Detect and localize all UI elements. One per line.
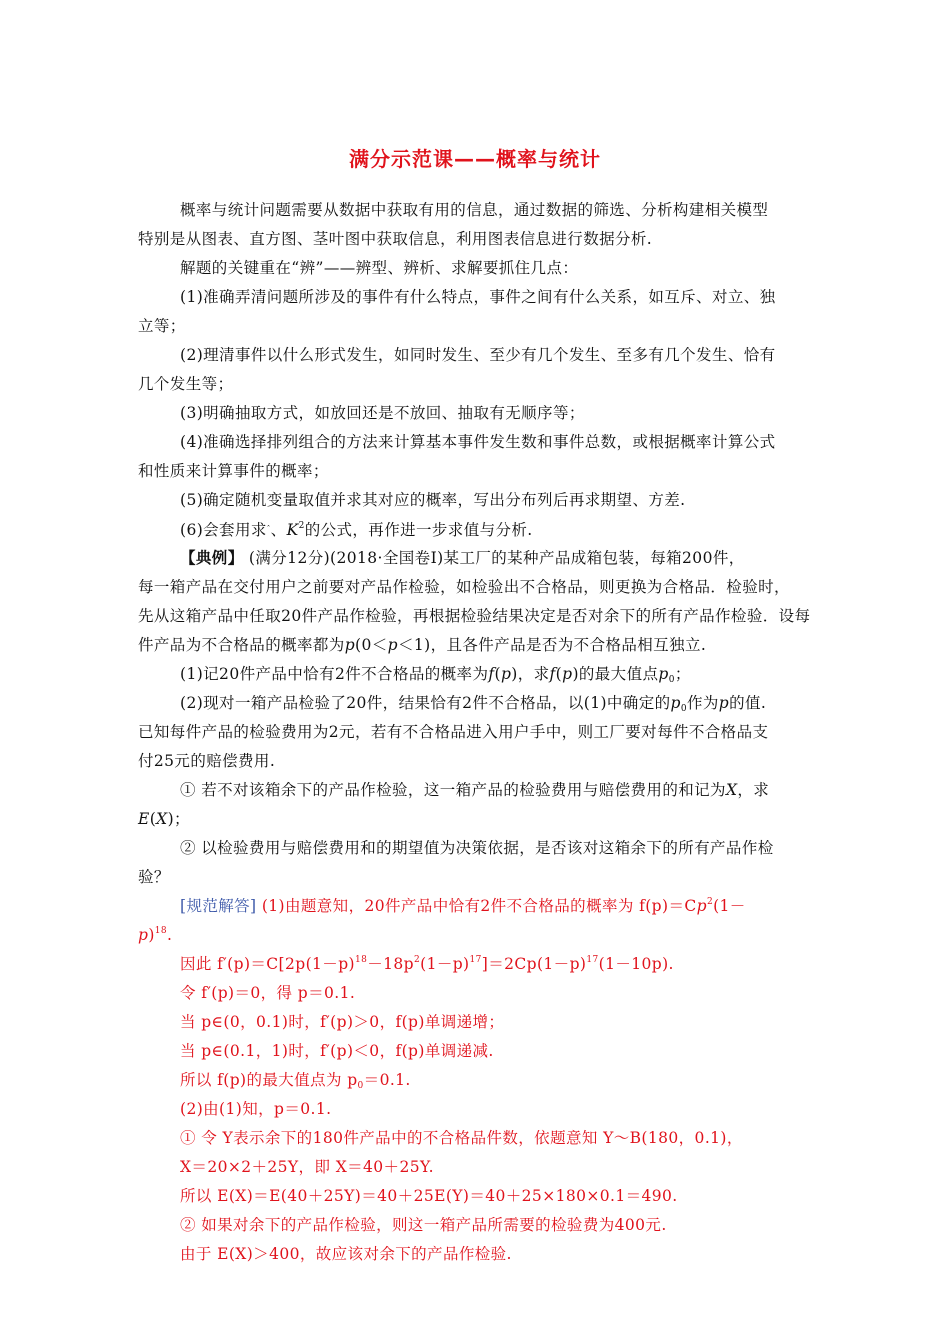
text: (1－p) <box>420 955 470 973</box>
text: ＜1)，且各件产品是否为不合格品相互独立. <box>397 636 707 654</box>
solution-line <box>180 896 746 916</box>
text: ； <box>674 665 691 683</box>
var-e: E <box>138 810 150 828</box>
var-x: X <box>725 781 738 799</box>
subscript: 0 <box>668 675 675 685</box>
question-1 <box>180 664 691 684</box>
point-3: (3)明确抽取方式，如放回还是不放回、抽取有无顺序等； <box>180 404 585 422</box>
text: 件产品为不合格品的概率都为 <box>138 636 345 654</box>
solution-tag: [规范解答] <box>180 897 257 915</box>
question-2-cont: 已知每件产品的检验费用为2元，若有不合格品进入用户手中，则工厂要对每件不合格品支 <box>138 723 769 741</box>
superscript: 18 <box>154 926 168 936</box>
page-title: 满分示范课——概率与统计 <box>349 147 601 171</box>
text: )的最大值点 <box>572 665 659 683</box>
text: (1)由题意知，20件产品中恰有2件不合格品的概率为 f(p)＝C <box>256 897 697 915</box>
superscript: 2 <box>413 955 421 965</box>
text: )，求 <box>511 665 550 683</box>
point-6-text: (6)会套用求 <box>180 521 267 539</box>
text: (2)现对一箱产品检验了20件，结果恰有2件不合格品，以(1)中确定的 <box>180 694 671 712</box>
sub-question-1 <box>180 780 769 800</box>
example-line: 先从这箱产品中任取20件产品作检验，再根据检验结果决定是否对余下的所有产品作检验．设每 <box>138 607 811 625</box>
solution-line: (2)由(1)知，p＝0.1. <box>180 1100 332 1118</box>
k-symbol: K <box>286 521 299 539</box>
solution-line <box>180 1070 411 1090</box>
subscript: 0 <box>357 1081 364 1091</box>
point-1-cont: 立等； <box>138 317 186 335</box>
solution-line: X＝20×2＋25Y，即 X＝40＋25Y. <box>180 1158 434 1176</box>
var-f: f <box>549 665 556 683</box>
var-x: X <box>156 810 168 828</box>
text: 的值. <box>729 694 767 712</box>
point-4-cont: 和性质来计算事件的概率； <box>138 462 329 480</box>
example-line <box>180 548 745 568</box>
subscript: 0 <box>680 704 687 714</box>
point-6: (6)会套用求$^ˆ$、$K^2$的公式，再作进一步求值与分析. <box>180 521 533 539</box>
text: ＝0.1. <box>363 1071 411 1089</box>
tiny-mark: ˆ <box>266 525 271 533</box>
text: (1－ <box>713 897 746 915</box>
var-p: p <box>387 636 398 654</box>
var-p: p <box>718 694 730 712</box>
text: ) <box>148 926 155 944</box>
text: )； <box>167 810 190 828</box>
solution-line <box>138 925 172 945</box>
point-5: (5)确定随机变量取值并求其对应的概率，写出分布列后再求期望、方差. <box>180 491 686 509</box>
superscript: 17 <box>469 955 482 965</box>
sub-question-2: ② 以检验费用与赔偿费用和的期望值为决策依据，是否该对这箱余下的所有产品作检 <box>180 839 774 857</box>
intro-line: 特别是从图表、直方图、茎叶图中获取信息，利用图表信息进行数据分析. <box>138 230 653 248</box>
question-2 <box>180 693 766 713</box>
text: ，求 <box>737 781 770 799</box>
text: ( <box>149 810 157 828</box>
point-2-cont: 几个发生等； <box>138 375 234 393</box>
question-2-cont: 付25元的赔偿费用. <box>138 752 276 770</box>
point-1: (1)准确弄清问题所涉及的事件有什么特点，事件之间有什么关系，如互斥、对立、独 <box>180 288 776 306</box>
solution-line: ① 令 Y表示余下的180件产品中的不合格品件数，依题意知 Y～B(180，0.1)， <box>180 1129 743 1147</box>
text: ( <box>494 665 501 683</box>
superscript: 2 <box>706 897 714 907</box>
solution-line: 当 p∈(0，0.1)时，f′(p)＞0，f(p)单调递增； <box>180 1013 505 1031</box>
solution-line: 当 p∈(0.1，1)时，f′(p)＜0，f(p)单调递减. <box>180 1042 494 1060</box>
example-text: (满分12分)(2018·全国卷Ⅰ)某工厂的某种产品成箱包装，每箱200件， <box>243 549 745 567</box>
sub-question-2-cont: 验？ <box>138 868 170 886</box>
text: (1)记20件产品中恰有2件不合格品的概率为 <box>180 665 489 683</box>
text: ( <box>555 665 563 683</box>
var-p: p <box>562 665 573 683</box>
point-2: (2)理清事件以什么形式发生，如同时发生、至少有几个发生、至多有几个发生、恰有 <box>180 346 776 364</box>
text: 作为 <box>686 694 719 712</box>
superscript: 17 <box>586 955 599 965</box>
solution-line: 所以 E(X)＝E(40＋25Y)＝40＋25E(Y)＝40＋25×180×0.1＝490. <box>180 1187 678 1205</box>
var-p: p <box>500 665 512 683</box>
example-line: 每一箱产品在交付用户之前要对产品作检验，如检验出不合格品，则更换为合格品．检验时， <box>138 578 790 596</box>
text: 所以 f(p)的最大值点为 p <box>180 1071 358 1089</box>
example-line <box>138 635 706 655</box>
var-p: p <box>344 636 356 654</box>
text: ① 若不对该箱余下的产品作检验，这一箱产品的检验费用与赔偿费用的和记为 <box>180 781 726 799</box>
text: . <box>167 926 173 944</box>
var-p: p <box>658 665 669 683</box>
var-p: p <box>670 694 681 712</box>
var-p: p <box>138 926 149 944</box>
point-6-end: 的公式，再作进一步求值与分析. <box>304 521 533 539</box>
superscript: 18 <box>354 955 368 965</box>
solution-line: 由于 E(X)＞400，故应该对余下的产品作检验. <box>180 1245 512 1263</box>
solution-line: 令 f′(p)＝0，得 p＝0.1. <box>180 984 356 1002</box>
point-4: (4)准确选择排列组合的方法来计算基本事件发生数和事件总数，或根据概率计算公式 <box>180 433 776 451</box>
k-exponent: 2 <box>298 521 305 531</box>
solution-line: ② 如果对余下的产品作检验，则这一箱产品所需要的检验费为400元. <box>180 1216 667 1234</box>
var-f: f <box>488 665 495 683</box>
intro-line: 解题的关键重在“辨”——辨型、辨析、求解要抓住几点： <box>180 259 579 277</box>
var-p: p <box>696 897 707 915</box>
text: (1－10p). <box>598 955 674 973</box>
sub-question-1-cont <box>138 809 190 829</box>
example-tag: 【典例】 <box>180 548 244 567</box>
text: 因此 f′(p)＝C[2p(1－p) <box>180 955 355 973</box>
solution-line <box>180 954 674 974</box>
text: －18p <box>367 955 414 973</box>
intro-line: 概率与统计问题需要从数据中获取有用的信息，通过数据的筛选、分析构建相关模型 <box>180 201 769 219</box>
text: (0＜ <box>355 636 388 654</box>
text: ]＝2Cp(1－p) <box>481 955 587 973</box>
